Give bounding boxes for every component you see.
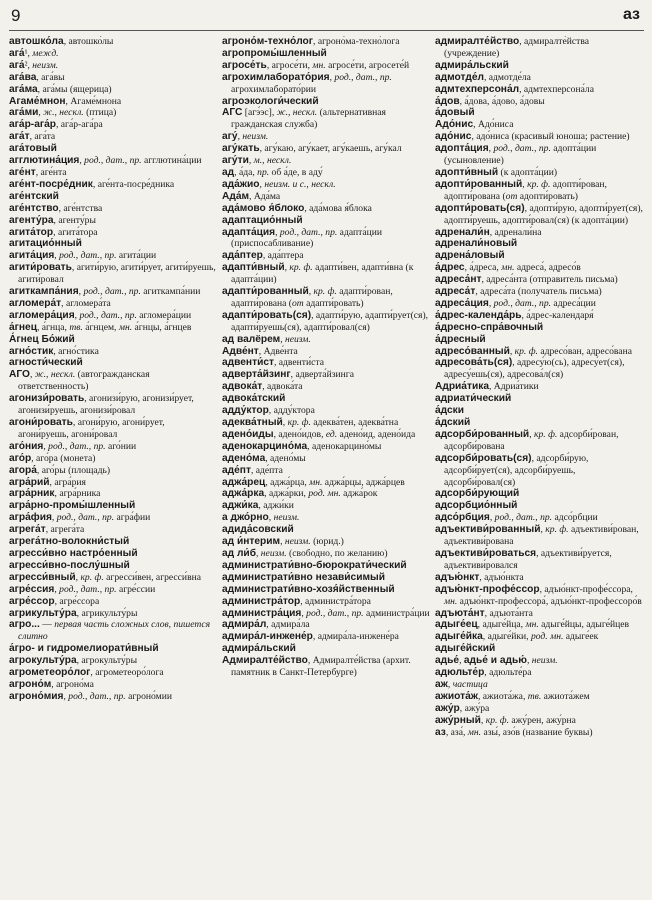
dictionary-entry: агре́ссор, агре́ссора [9,595,100,607]
dictionary-entry: администрати́вно незави́симый [222,571,385,583]
dictionary-entry: аге́нт-посре́дник, аге́нта-посре́дника [9,178,175,190]
dictionary-entry: адресова́ть(ся), адресу́ю(сь), адресу́ет(ся), адресу́ешь(ся), адресова́л(ся) [435,357,625,381]
dictionary-entry: агрега́т, агрега́та [9,524,85,536]
dictionary-entry: агломера́т, агломера́та [9,297,111,309]
dictionary-entry: аз, аза́, мн. азы́, азо́в (название буквы) [435,726,593,738]
dictionary-entry: а́гро- и гидромелиорати́вный [9,643,159,655]
column-2 [222,36,432,898]
dictionary-entry: агросе́ть, агросе́ти, мн. агросе́ти, агросете́й [222,59,410,71]
dictionary-entry: адсорби́рованный, кр. ф. адсорби́рован, адсорби́рована [435,428,619,452]
dictionary-entry: агропромы́шленный [222,47,327,59]
dictionary-entry: ада́мово я́блоко, ада́мова я́блока [222,202,372,214]
dictionary-entry: Адо́нис, Адо́ниса [435,119,514,131]
dictionary-entry: адсо́рбция, род., дат., пр. адсо́рбции [435,512,598,524]
dictionary-entry: адопти́вный (к адопта́ции) [435,166,558,178]
dictionary-entry: адаптацио́нный [222,214,303,226]
dictionary-entry: агони́ровать, агони́рую, агони́рует, агони́руешь, агони́ровал [9,417,165,440]
dictionary-entry: агресси́вно-послу́шный [9,559,130,571]
dictionary-entry: адыге́йка, адыге́йки, род. мн. адыге́ек [435,631,599,643]
dictionary-entry: адено́иды, адено́идов, ед. адено́ид, адено́ида [222,428,416,440]
dictionary-entry: адреса́т, адреса́та (получатель письма) [435,286,602,298]
dictionary-entry: ада́птер, ада́птера [222,250,304,262]
dictionary-entry: агенту́ра, агенту́ры [9,214,96,226]
dictionary-entry: аго́р, аго́ра (монета) [9,452,96,464]
dictionary-entry: адсорбцио́нный [435,500,518,512]
dictionary-entry: адренали́н, адренали́на [435,226,542,238]
dictionary-entry: агрокульту́ра, агрокульту́ры [9,655,138,667]
dictionary-entry: ажу́рный, кр. ф. ажу́рен, ажу́рна [435,714,576,726]
dictionary-entry: адмира́льский [435,59,509,71]
dictionary-entry: адъективи́рованный, кр. ф. адъективи́рован, адъективи́рована [435,524,639,548]
dictionary-entry: адмира́льский [222,643,296,655]
dictionary-entry: ага́ма, ага́мы (ящерица) [9,83,112,95]
dictionary-entry: аджа́рка, аджа́рки, род. мн. аджа́рок [222,488,378,500]
dictionary-entry: ага́¹, межд. [9,47,59,59]
dictionary-entry: адреса́ция, род., дат., пр. адреса́ции [435,297,596,309]
dictionary-entry: агглютина́ция, род., дат., пр. агглютина́ции [9,155,202,167]
dictionary-entry: адапти́рованный, кр. ф. адапти́рован, адапти́рована (от адапти́ровать) [222,286,393,309]
dictionary-entry: агломера́ция, род., дат., пр. агломера́ции [9,309,192,321]
dictionary-entry: адмтехперсона́л, адмтехперсона́ла [435,83,594,95]
dictionary-entry: администрати́вно-бюрократи́ческий [222,559,407,571]
dictionary-entry: АГС [агэ́эс], ж., нескл. (альтернативная гражданская служба) [222,107,386,131]
column-1 [9,36,219,898]
dictionary-entry: агресси́вный, кр. ф. агресси́вен, агресси́вна [9,571,201,583]
dictionary-entry: аж, частица [435,678,488,690]
dictionary-entry: адыге́йский [435,643,496,655]
dictionary-entry: ага́т, ага́та [9,131,56,143]
dictionary-entry: адъю́нкт-профе́ссор, адъю́нкт-профе́ссора, мн. адъю́нкт-профессора́, адъю́нкт-профессоро́в [435,583,642,607]
dictionary-entry: а́дов, а́дова, а́дово, а́довы [435,95,545,107]
dictionary-entry: агре́ссия, род., дат., пр. агре́ссии [9,583,156,595]
dictionary-entry: адмотде́л, адмотде́ла [435,71,531,83]
dictionary-entry: адеква́тный, кр. ф. адеква́тен, адеква́тна [222,417,399,428]
dictionary-entry: адду́ктор, адду́ктора [222,405,315,417]
dictionary-entry: агрикульту́ра, агрикульту́ры [9,607,138,619]
dictionary-entry: адвока́тский [222,393,286,405]
dictionary-entry: адыге́ец, адыге́йца, мн. адыге́йцы, адыге́йцев [435,619,630,631]
dictionary-entry: агрега́тно-волокни́стый [9,536,130,548]
dictionary-entry: адрена́ловый [435,250,505,262]
dictionary-entry: адресо́ванный, кр. ф. адресо́ван, адресо́вана [435,345,632,357]
page-header [9,0,644,31]
dictionary-entry: адриати́ческий [435,393,512,405]
dictionary-entry: ад, а́да, пр. об а́де, в аду́ [222,166,323,178]
dictionary-entry: агра́фия, род., дат., пр. агра́фии [9,512,151,524]
dictionary-entry: адвенти́ст, адвенти́ста [222,357,324,369]
dictionary-entry: администра́ция, род., дат., пр. администра́ции [222,607,430,619]
dictionary-entry: а́дресный [435,333,486,345]
dictionary-entry: агроно́м, агроно́ма [9,678,94,690]
dictionary-entry: ад и́нтерим, неизм. (юрид.) [222,536,344,548]
dictionary-entry: агонизи́ровать, агонизи́рую, агонизи́рует, агонизи́руешь, агонизи́ровал [9,393,194,417]
dictionary-entry: ад ли́б, неизм. (свободно, по желанию) [222,547,388,559]
dictionary-entry: адреса́нт, адреса́нта (отправитель письма) [435,274,618,286]
dictionary-entry: ага́ми, ж., нескл. (птица) [9,107,117,119]
dictionary-entry: адвока́т, адвока́та [222,381,303,393]
dictionary-entry: адено́ма, адено́мы [222,452,306,464]
dictionary-entry: аге́нт, аге́нта [9,166,67,178]
dictionary-entry: ага́р-ага́р, ага́р-ага́ра [9,119,103,131]
dictionary-entry: адъюта́нт, адъюта́нта [435,607,533,619]
dictionary-entry: адапти́вный, кр. ф. адапти́вен, адапти́вна (к адапта́ции) [222,262,414,286]
dictionary-entry: Агаме́мнон, Агаме́мнона [9,95,122,107]
dictionary-entry: адъективи́роваться, адъективи́руется, адъективи́ровался [435,547,612,571]
dictionary-entry: адъю́нкт, адъю́нкта [435,571,524,583]
dictionary-entry: Адриа́тика, Адриа́тики [435,381,539,393]
dictionary-entry: агиткампа́ния, род., дат., пр. агиткампа́нии [9,286,201,298]
dictionary-entry: администрати́вно-хозя́йственный [222,583,395,595]
dictionary-entry: Адве́нт, Адве́нта [222,345,298,357]
dictionary-entry: ага́ва, ага́вы [9,71,65,83]
dictionary-entry: аджа́рец, аджа́рца, мн. аджа́рцы, аджа́рцев [222,476,405,488]
dictionary-entry: агита́ция, род., дат., пр. агита́ции [9,250,157,262]
dictionary-entry: адапти́ровать(ся), адапти́рую, адапти́рует(ся), адапти́руешь(ся), адапти́ровал(ся) [222,309,429,333]
dictionary-entry: аге́нтский [9,190,59,202]
dictionary-entry: а́дский [435,417,471,428]
dictionary-entry: адсорби́рующий [435,488,520,500]
dictionary-entry: агроэкологи́ческий [222,95,319,107]
dictionary-entry: адапта́ция, род., дат., пр. адапта́ции (приспосабливание) [222,226,383,250]
dictionary-entry: а́дресно-спра́вочный [435,321,544,333]
dictionary-entry: аджи́ка, аджи́ки [222,500,294,512]
dictionary-entry: АГО, ж., нескл. (автогражданская ответственность) [9,369,150,393]
dictionary-entry: а́довый [435,107,475,119]
dictionary-entry: адопта́ция, род., дат., пр. адопта́ции (усыновление) [435,143,597,167]
dictionary-entry: администра́тор, администра́тора [222,595,371,607]
dictionary-entry: адида́совский [222,524,294,536]
dictionary-entry: адренали́новый [435,238,518,250]
dictionary-entry: агора́, аго́ры (площадь) [9,464,111,476]
dictionary-entry: адюльте́р, адюльте́ра [435,667,532,679]
dictionary-entry: а́дрес-календа́рь, а́дрес-календаря́ [435,309,594,321]
dictionary-entry: аде́пт, аде́пта [222,464,283,476]
dictionary-entry: агити́ровать, агити́рую, агити́рует, агити́руешь, агити́ровал [9,262,216,286]
dictionary-entry: адсорби́ровать(ся), адсорби́рую, адсорби́рует(ся), адсорби́руешь, адсорби́ровал(ся) [435,452,589,488]
dictionary-entry: а джо́рно, неизм. [222,512,300,524]
dictionary-entry: агу́ти, м., нескл. [222,155,292,167]
dictionary-entry: агроно́м-техно́лог, агроно́ма-техно́лога [222,36,400,47]
guide-word: аз [622,6,640,23]
dictionary-entry: ада́жио, неизм. и с., нескл. [222,178,336,190]
column-3 [435,36,645,898]
dictionary-entry: а́гнец, а́гнца, тв. а́гнцем, мн. а́гнцы, а́гнцев [9,321,192,333]
dictionary-entry: адмира́л, адмира́ла [222,619,310,631]
dictionary-entry: адверта́йзинг, адверта́йзинга [222,369,354,381]
dictionary-entry: агрометеоро́лог, агрометеоро́лога [9,667,164,679]
dictionary-entry: автошко́ла, автошко́лы [9,36,114,47]
page-number: 9 [11,6,21,25]
dictionary-entry: агроно́мия, род., дат., пр. агроно́мии [9,690,172,702]
dictionary-columns [9,36,644,898]
dictionary-entry: агита́тор, агита́тора [9,226,98,238]
dictionary-entry: адопти́рованный, кр. ф. адопти́рован, адопти́рована (от адопти́ровать) [435,178,607,202]
dictionary-entry: ажиота́ж, ажиота́жа, тв. ажиота́жем [435,690,590,702]
dictionary-entry: а́дски [435,405,465,417]
dictionary-entry: аго́ния, род., дат., пр. аго́нии [9,440,137,452]
dictionary-entry: аге́нтство, аге́нтства [9,202,103,214]
dictionary-entry: агра́рник, агра́рника [9,488,101,500]
dictionary-entry: агитацио́нный [9,238,82,250]
dictionary-entry: адье́, адье́ и адью́, неизм. [435,655,558,667]
dictionary-entry: а́дрес, а́дреса, мн. адреса́, адресо́в [435,262,581,274]
dictionary-entry: агра́рно-промы́шленный [9,500,136,512]
dictionary-entry: ажу́р, ажу́ра [435,702,490,714]
dictionary-entry: А́гнец Бо́жий [9,333,75,345]
dictionary-entry: агро... — первая часть сложных слов, пишется слитно [9,619,211,643]
dictionary-entry: адо́нис, адо́ниса (красивый юноша; растение) [435,131,630,143]
dictionary-entry: Ада́м, Ада́ма [222,190,281,202]
dictionary-entry: адопти́ровать(ся), адопти́рую, адопти́рует(ся), адопти́руешь, адопти́ровал(ся) (к адопта́ции) [435,202,643,226]
dictionary-entry: ага́², неизм. [9,59,59,71]
dictionary-entry: адмира́л-инжене́р, адмира́ла-инжене́ра [222,631,399,643]
dictionary-entry: Адмиралте́йство, Адмиралте́йства (архит. памятник в Санкт-Петербурге) [222,655,411,679]
dictionary-entry: агу́, неизм. [222,131,269,143]
dictionary-entry: агу́кать, агу́каю, агу́кает, агу́каешь, агу́кал [222,143,402,155]
dictionary-entry: аденокарцино́ма, аденокарцино́мы [222,440,382,452]
dictionary-entry: адмиралте́йство, адмиралте́йства (учреждение) [435,36,589,59]
dictionary-entry: ага́товый [9,143,57,155]
dictionary-entry: агно́стик, агно́стика [9,345,99,357]
dictionary-entry: агра́рий, агра́рия [9,476,86,488]
dictionary-entry: агресси́вно настро́енный [9,547,138,559]
dictionary-entry: агрохимлаборато́рия, род., дат., пр. агрохимлаборато́рии [222,71,392,95]
dictionary-entry: ад валёрем, неизм. [222,333,311,345]
dictionary-entry: агности́ческий [9,357,83,369]
